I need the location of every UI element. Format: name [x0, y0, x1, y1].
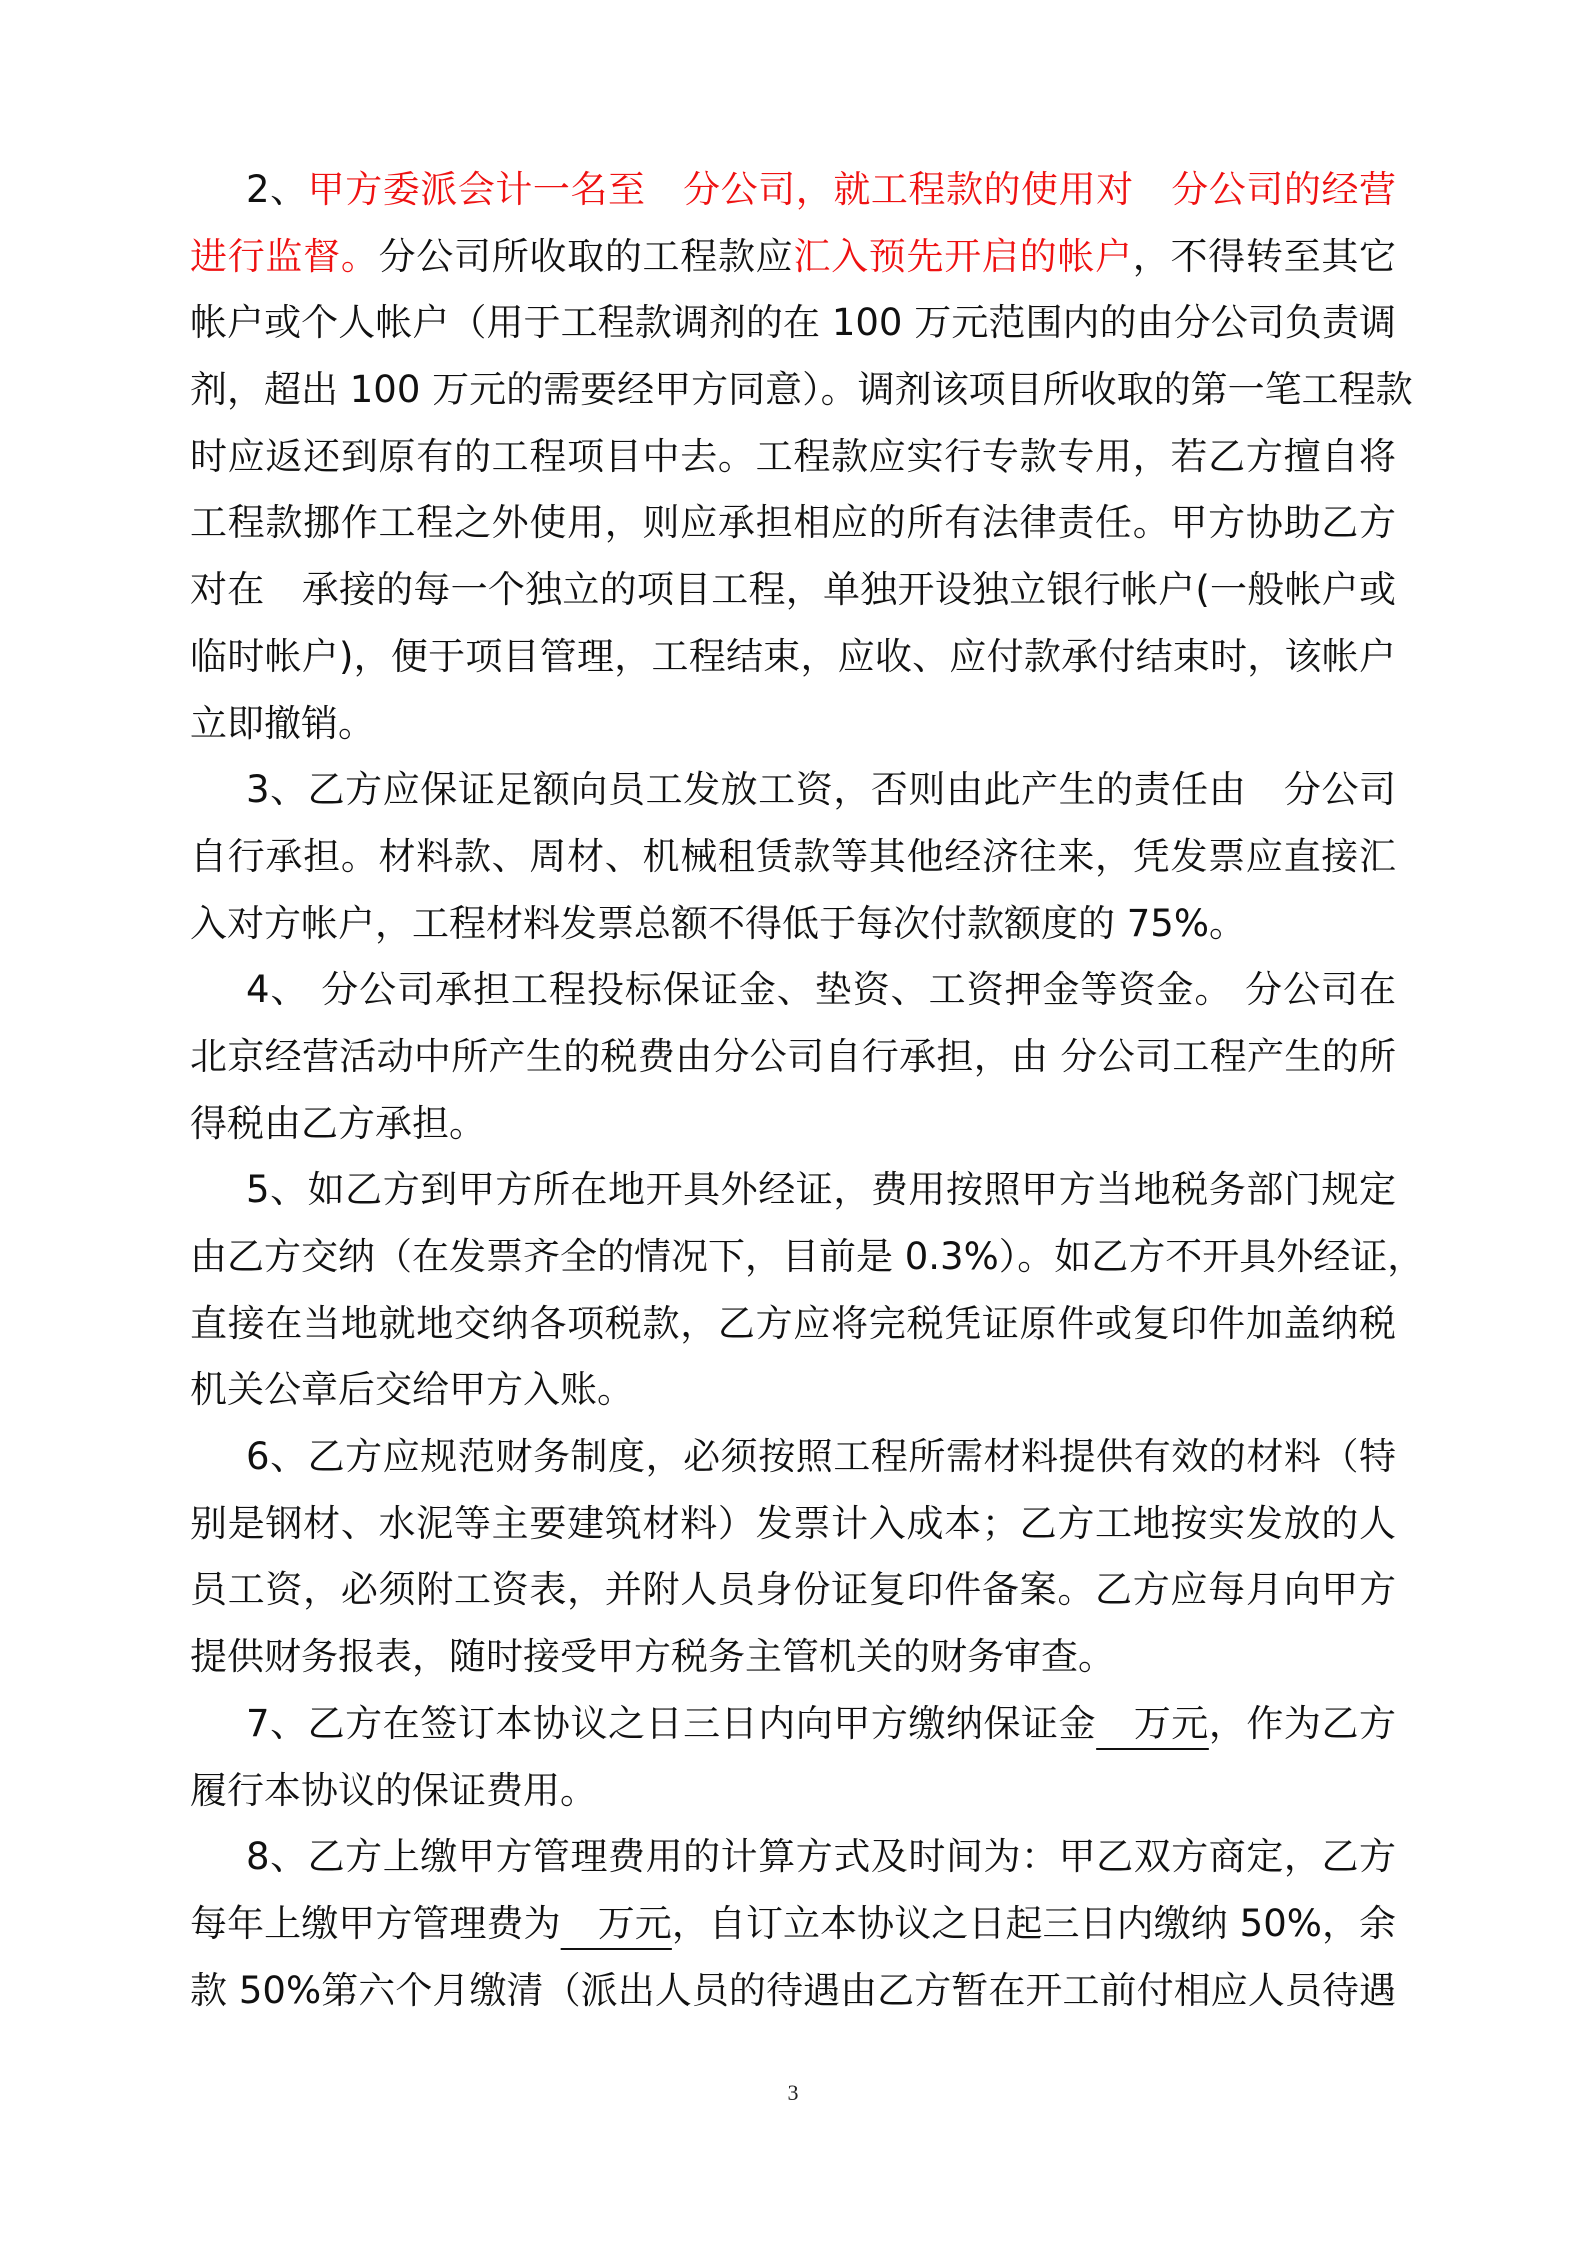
- text-line: [190, 1091, 1396, 1158]
- paragraph: [190, 1691, 1396, 1824]
- text-segment: 3、乙方应保证足额向员工发放工资，否则由此产生的责任由 分公司: [246, 768, 1396, 812]
- text-line: [190, 824, 1396, 891]
- text-segment: 6、乙方应规范财务制度，必须按照工程所需材料提供有效的材料（特: [246, 1435, 1396, 1479]
- text-segment: 立即撤销。: [190, 701, 375, 745]
- text-segment: 帐户或个人帐户（用于工程款调剂的在 100 万元范围内的由分公司负责调: [190, 301, 1396, 345]
- text-line: [190, 1557, 1396, 1624]
- text-line: [190, 290, 1396, 357]
- text-line: [190, 157, 1396, 224]
- paragraph: [190, 1157, 1425, 1424]
- text-segment: 自行承担。材料款、周材、机械租赁款等其他经济往来，凭发票应直接汇: [190, 834, 1396, 878]
- text-segment: 直接在当地就地交纳各项税款，乙方应将完税凭证原件或复印件加盖纳税: [190, 1301, 1396, 1345]
- document-body: [190, 157, 1425, 2024]
- text-segment: 4、 分公司承担工程投标保证金、垫资、工资押金等资金。 分公司在: [246, 968, 1396, 1012]
- text-line: [190, 1958, 1396, 2025]
- text-line: [190, 891, 1396, 958]
- text-line: [190, 1024, 1396, 1091]
- text-line: [190, 757, 1396, 824]
- blank-amount-field: 万元: [1096, 1701, 1209, 1745]
- text-segment: 工程款挪作工程之外使用，则应承担相应的所有法律责任。甲方协助乙方: [190, 501, 1396, 545]
- highlighted-text: 进行监督。: [190, 234, 379, 278]
- text-line: [190, 1758, 1396, 1825]
- text-segment: 对在 承接的每一个独立的项目工程，单独开设独立银行帐户(一般帐户或: [190, 568, 1396, 612]
- text-line: [190, 1491, 1396, 1558]
- highlighted-text: 甲方委派会计一名至 分公司，就工程款的使用对 分公司的经营: [307, 168, 1396, 211]
- text-line: [190, 557, 1396, 624]
- text-segment: 得税由乙方承担。: [190, 1101, 486, 1145]
- text-segment: 员工资，必须附工资表，并附人员身份证复印件备案。乙方应每月向甲方: [190, 1568, 1396, 1612]
- text-line: [190, 424, 1396, 491]
- text-segment: 由乙方交纳（在发票齐全的情况下，目前是 0.3%）。如乙方不开具外经证，: [190, 1235, 1425, 1278]
- text-segment: 7、乙方在签订本协议之日三日内向甲方缴纳保证金: [246, 1701, 1097, 1745]
- text-line: [190, 1424, 1396, 1491]
- text-line: [190, 691, 1396, 758]
- text-segment: 剂，超出 100 万元的需要经甲方同意）。调剂该项目所收取的第一笔工程款: [190, 368, 1413, 412]
- text-segment: 入对方帐户，工程材料发票总额不得低于每次付款额度的 75%。: [190, 901, 1246, 945]
- text-segment: 提供财务报表，随时接受甲方税务主管机关的财务审查。: [190, 1635, 1115, 1679]
- text-segment: ，作为乙方: [1208, 1701, 1397, 1745]
- text-line: [190, 1824, 1396, 1891]
- blank-amount-field: 万元: [560, 1901, 672, 1945]
- text-segment: 8、乙方上缴甲方管理费用的计算方式及时间为：甲乙双方商定，乙方: [246, 1835, 1396, 1879]
- text-segment: ，不得转至其它: [1132, 234, 1397, 278]
- text-segment: 2、: [246, 168, 308, 211]
- text-segment: 时应返还到原有的工程项目中去。工程款应实行专款专用，若乙方擅自将: [190, 434, 1396, 478]
- text-line: [190, 1691, 1396, 1758]
- paragraph: [190, 757, 1396, 957]
- text-segment: 别是钢材、水泥等主要建筑材料）发票计入成本；乙方工地按实发放的人: [190, 1501, 1396, 1545]
- text-line: [190, 1891, 1396, 1958]
- paragraph: [190, 957, 1396, 1157]
- text-segment: 分公司所收取的工程款应: [378, 234, 794, 278]
- text-segment: 北京经营活动中所产生的税费由分公司自行承担，由 分公司工程产生的所: [190, 1034, 1396, 1078]
- highlighted-text: 汇入预先开启的帐户: [793, 234, 1133, 278]
- paragraph: [190, 1424, 1396, 1691]
- paragraph: [190, 157, 1413, 757]
- text-line: [190, 1357, 1396, 1424]
- text-line: [190, 490, 1396, 557]
- text-line: [190, 624, 1396, 691]
- text-line: [190, 1157, 1396, 1224]
- text-segment: 5、如乙方到甲方所在地开具外经证，费用按照甲方当地税务部门规定: [246, 1168, 1396, 1212]
- text-line: [190, 1224, 1425, 1291]
- text-line: [190, 1624, 1396, 1691]
- text-segment: 机关公章后交给甲方入账。: [190, 1368, 634, 1412]
- text-segment: 款 50%第六个月缴清（派出人员的待遇由乙方暂在开工前付相应人员待遇: [190, 1968, 1396, 2012]
- text-line: [190, 1291, 1396, 1358]
- text-segment: 临时帐户)，便于项目管理，工程结束，应收、应付款承付结束时，该帐户: [190, 634, 1396, 678]
- text-line: [190, 224, 1396, 291]
- page-number: 3: [787, 2080, 799, 2105]
- text-segment: 履行本协议的保证费用。: [190, 1768, 597, 1812]
- text-segment: ，自订立本协议之日起三日内缴纳 50%，余: [671, 1901, 1397, 1945]
- text-line: [190, 357, 1413, 424]
- paragraph: [190, 1824, 1396, 2024]
- text-line: [190, 957, 1396, 1024]
- text-segment: 每年上缴甲方管理费为: [190, 1901, 561, 1945]
